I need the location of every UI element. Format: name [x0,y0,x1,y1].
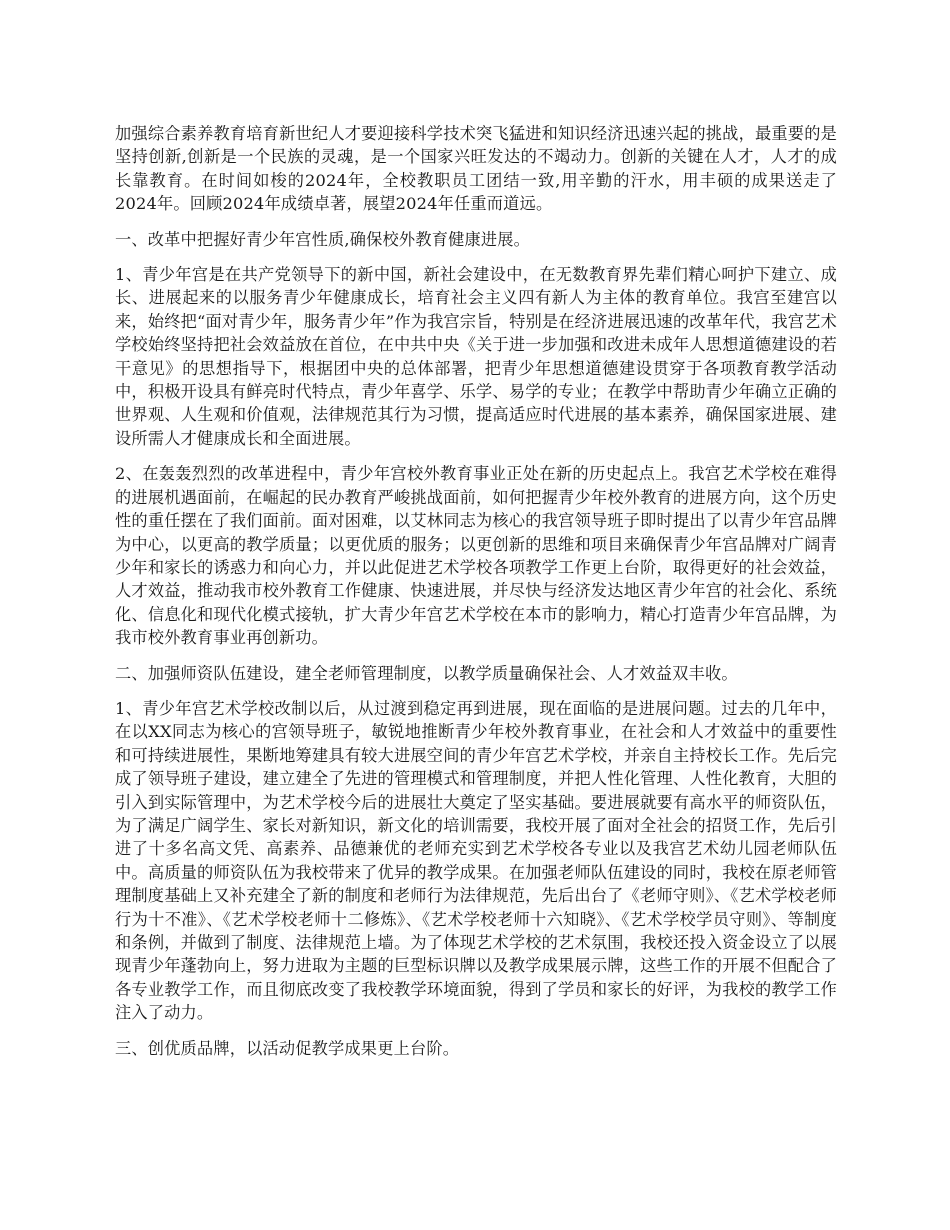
section-1-paragraph-2: 2、在轰轰烈烈的改革进程中，青少年宫校外教育事业正处在新的历史起点上。我宫艺术学校在难得的进展机遇面前，在崛起的民办教育严峻挑战面前，如何把握青少年校外教育的进展方向，这个历史性的重任摆在了我们面前。面对困难，以艾林同志为核心的我宫领导班子即时提出了以青少年宫品牌为中心，以更高的教学质量；以更优质的服务；以更创新的思维和项目来确保青少年宫品牌对广阔青少年和家长的诱惑力和向心力，并以此促进艺术学校各项教学工作更上台阶，取得更好的社会效益，人才效益，推动我市校外教育工作健康、快速进展，并尽快与经济发达地区青少年宫的社会化、系统化、信息化和现代化模式接轨，扩大青少年宫艺术学校在本市的影响力，精心打造青少年宫品牌，为我市校外教育事业再创新功。 [115,464,837,648]
document-body [115,122,837,1072]
intro-paragraph: 加强综合素养教育培育新世纪人才要迎接科学技术突飞猛进和知识经济迅速兴起的挑战，最重要的是坚持创新,创新是一个民族的灵魂，是一个国家兴旺发达的不竭动力。创新的关键在人才，人才的成长靠教育。在时间如梭的2024年，全校教职员工团结一致,用辛勤的汗水，用丰硕的成果送走了2024年。回顾2024年成绩卓著，展望2024年任重而道远。 [115,124,837,214]
section-heading-3: 三、创优质品牌，以活动促教学成果更上台阶。 [115,1038,460,1058]
section-heading-2: 二、加强师资队伍建设，建全老师管理制度，以教学质量确保社会、人才效益双丰收。 [115,663,738,683]
section-heading-1: 一、改革中把握好青少年宫性质,确保校外教育健康进展。 [115,229,531,249]
section-2-paragraph-1: 1、青少年宫艺术学校改制以后，从过渡到稳定再到进展，现在面临的是进展问题。过去的几年中，在以XX同志为核心的宫领导班子，敏锐地推断青少年校外教育事业，在社会和人才效益中的重要性和可持续进展性，果断地筹建具有较大进展空间的青少年宫艺术学校，并亲自主持校长工作。先后完成了领导班子建设，建立建全了先进的管理模式和管理制度，并把人性化管理、人性化教育，大胆的引入到实际管理中，为艺术学校今后的进展壮大奠定了坚实基础。要进展就要有高水平的师资队伍，为了满足广阔学生、家长对新知识，新文化的培训需要，我校开展了面对全社会的招贤工作，先后引进了十多名高文凭、高素养、品德兼优的老师充实到艺术学校各专业以及我宫艺术幼儿园老师队伍中。高质量的师资队伍为我校带来了优异的教学成果。在加强老师队伍建设的同时，我校在原老师管理制度基础上又补充建全了新的制度和老师行为法律规范，先后出台了《老师守则》、《艺术学校老师行为十不准》、《艺术学校老师十二修炼》、《艺术学校老师十六知晓》、《艺术学校学员守则》、等制度和条例，并做到了制度、法律规范上墙。为了体现艺术学校的艺术氛围，我校还投入资金设立了以展现青少年蓬勃向上，努力进取为主题的巨型标识牌以及教学成果展示牌，这些工作的开展不但配合了各专业教学工作，而且彻底改变了我校教学环境面貌，得到了学员和家长的好评，为我校的教学工作注入了动力。 [115,698,837,1023]
section-1-paragraph-1: 1、青少年宫是在共产党领导下的新中国，新社会建设中，在无数教育界先辈们精心呵护下建立、成长、进展起来的以服务青少年健康成长，培育社会主义四有新人为主体的教育单位。我宫至建宫以来，始终把“面对青少年，服务青少年”作为我宫宗旨，特别是在经济进展迅速的改革年代，我宫艺术学校始终坚持把社会效益放在首位，在中共中央《关于进一步加强和改进未成年人思想道德建设的若干意见》的思想指导下，根据团中央的总体部署，把青少年思想道德建设贯穿于各项教育教学活动中，积极开设具有鲜亮时代特点，青少年喜学、乐学、易学的专业；在教学中帮助青少年确立正确的世界观、人生观和价值观，法律规范其行为习惯，提高适应时代进展的基本素养，确保国家进展、建设所需人才健康成长和全面进展。 [115,265,837,448]
